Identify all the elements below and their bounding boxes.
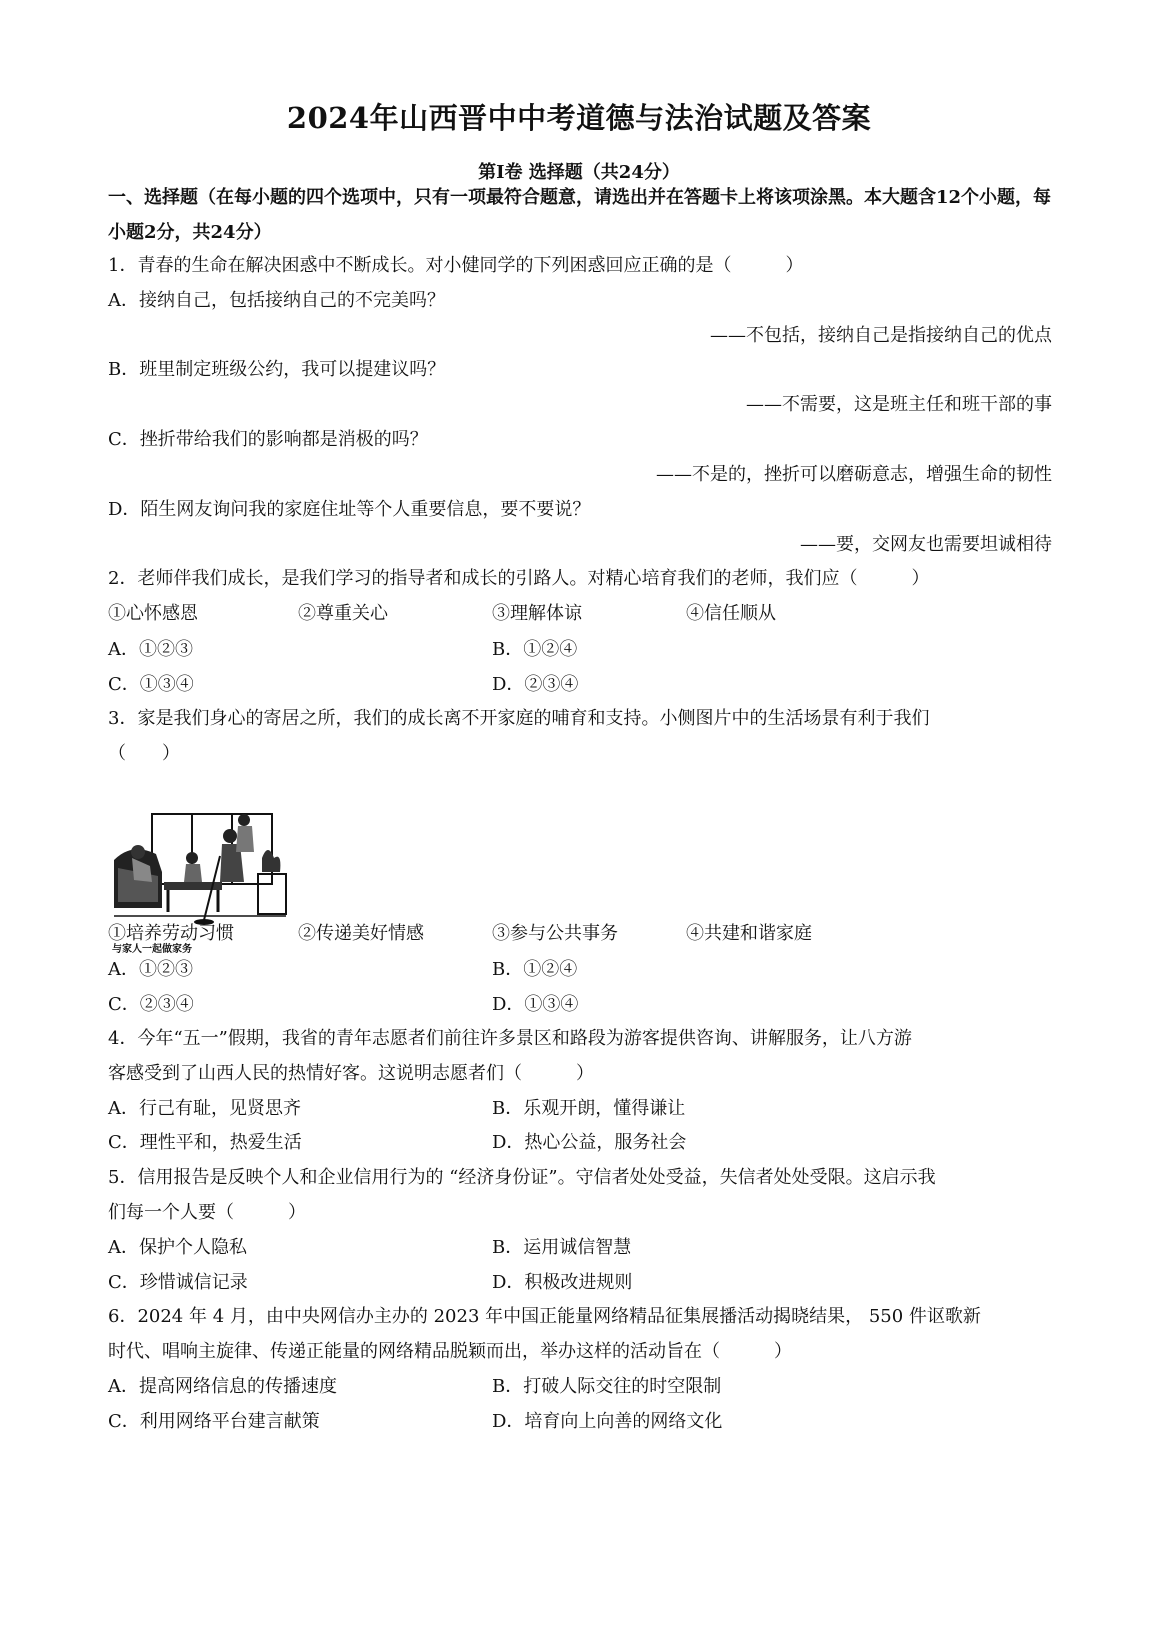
q2-stem: 2．老师伴我们成长，是我们学习的指导者和成长的引路人。对精心培育我们的老师，我们应（ ）: [108, 568, 930, 589]
q3-option-a: A．①②③: [108, 959, 193, 980]
figure-caption: 与家人一起做家务: [112, 944, 192, 955]
q4-option-d: D．热心公益，服务社会: [492, 1132, 687, 1153]
q1-answer-b: ——不需要，这是班主任和班干部的事: [746, 394, 1052, 415]
q1-option-d: D．陌生网友询问我的家庭住址等个人重要信息，要不要说？: [108, 499, 591, 520]
q5-option-a: A．保护个人隐私: [108, 1237, 247, 1258]
q4-stem-line2: 客感受到了山西人民的热情好客。这说明志愿者们（ ）: [108, 1063, 594, 1084]
q2-item-2: ②尊重关心: [298, 603, 388, 624]
q2-item-3: ③理解体谅: [492, 603, 582, 624]
section-heading: 第Ⅰ卷 选择题（共24分）: [478, 162, 680, 183]
q2-option-b: B．①②④: [492, 639, 578, 660]
q3-option-c: C．②③④: [108, 994, 194, 1015]
q1-stem: 1．青春的生命在解决困惑中不断成长。对小健同学的下列困惑回应正确的是（ ）: [108, 255, 804, 276]
q2-option-a: A．①②③: [108, 639, 193, 660]
q5-option-b: B．运用诚信智慧: [492, 1237, 632, 1258]
q5-option-c: C．珍惜诚信记录: [108, 1272, 248, 1293]
q4-option-b: B．乐观开朗，懂得谦让: [492, 1098, 686, 1119]
q3-paren: （ ）: [108, 743, 180, 764]
q1-option-c: C．挫折带给我们的影响都是消极的吗？: [108, 429, 428, 450]
q1-answer-c: ——不是的，挫折可以磨砺意志，增强生命的韧性: [656, 464, 1052, 485]
q3-item-4: ④共建和谐家庭: [686, 923, 812, 944]
q4-option-a: A．行己有耻，见贤思齐: [108, 1098, 301, 1119]
q2-option-c: C．①③④: [108, 674, 194, 695]
q3-item-1: ①培养劳动习惯: [108, 923, 234, 944]
q6-option-b: B．打破人际交往的时空限制: [492, 1376, 722, 1397]
q3-option-b: B．①②④: [492, 959, 578, 980]
q1-option-a: A．接纳自己，包括接纳自己的不完美吗？: [108, 290, 445, 311]
q4-stem-line1: 4．今年“五一”假期，我省的青年志愿者们前往许多景区和路段为游客提供咨询、讲解服务，让八方游: [108, 1028, 912, 1049]
q5-stem-line1: 5．信用报告是反映个人和企业信用行为的 “经济身份证”。守信者处处受益，失信者处处受限。这启示我: [108, 1167, 936, 1188]
q6-stem-line2: 时代、唱响主旋律、传递正能量的网络精品脱颖而出，举办这样的活动旨在（ ）: [108, 1341, 792, 1362]
q6-option-a: A．提高网络信息的传播速度: [108, 1376, 337, 1397]
q3-stem: 3．家是我们身心的寄居之所，我们的成长离不开家庭的哺育和支持。小侧图片中的生活场景有利于我们: [108, 708, 930, 729]
q3-option-d: D．①③④: [492, 994, 579, 1015]
q6-option-d: D．培育向上向善的网络文化: [492, 1411, 723, 1432]
q5-stem-line2: 们每一个人要（ ）: [108, 1202, 306, 1223]
q2-option-d: D．②③④: [492, 674, 579, 695]
q2-item-4: ④信任顺从: [686, 603, 776, 624]
q6-stem-line1: 6．2024 年 4 月，由中央网信办主办的 2023 年中国正能量网络精品征集展播活动揭晓结果， 550 件讴歌新: [108, 1306, 981, 1327]
q6-option-c: C．利用网络平台建言献策: [108, 1411, 320, 1432]
q5-option-d: D．积极改进规则: [492, 1272, 633, 1293]
q1-answer-a: ——不包括，接纳自己是指接纳自己的优点: [710, 325, 1052, 346]
instructions: 一、选择题（在每小题的四个选项中，只有一项最符合题意，请选出并在答题卡上将该项涂黑。本大题含12个小题，每小题2分，共24分）: [108, 187, 1052, 243]
q2-item-1: ①心怀感恩: [108, 603, 198, 624]
q1-option-b: B．班里制定班级公约，我可以提建议吗？: [108, 359, 446, 380]
q4-option-c: C．理性平和，热爱生活: [108, 1132, 302, 1153]
q3-item-2: ②传递美好情感: [298, 923, 424, 944]
housework-illustration: [112, 812, 288, 938]
q1-answer-d: ——要，交网友也需要坦诚相待: [800, 534, 1052, 555]
page-title: 2024年山西晋中中考道德与法治试题及答案: [286, 101, 872, 135]
q3-item-3: ③参与公共事务: [492, 923, 618, 944]
